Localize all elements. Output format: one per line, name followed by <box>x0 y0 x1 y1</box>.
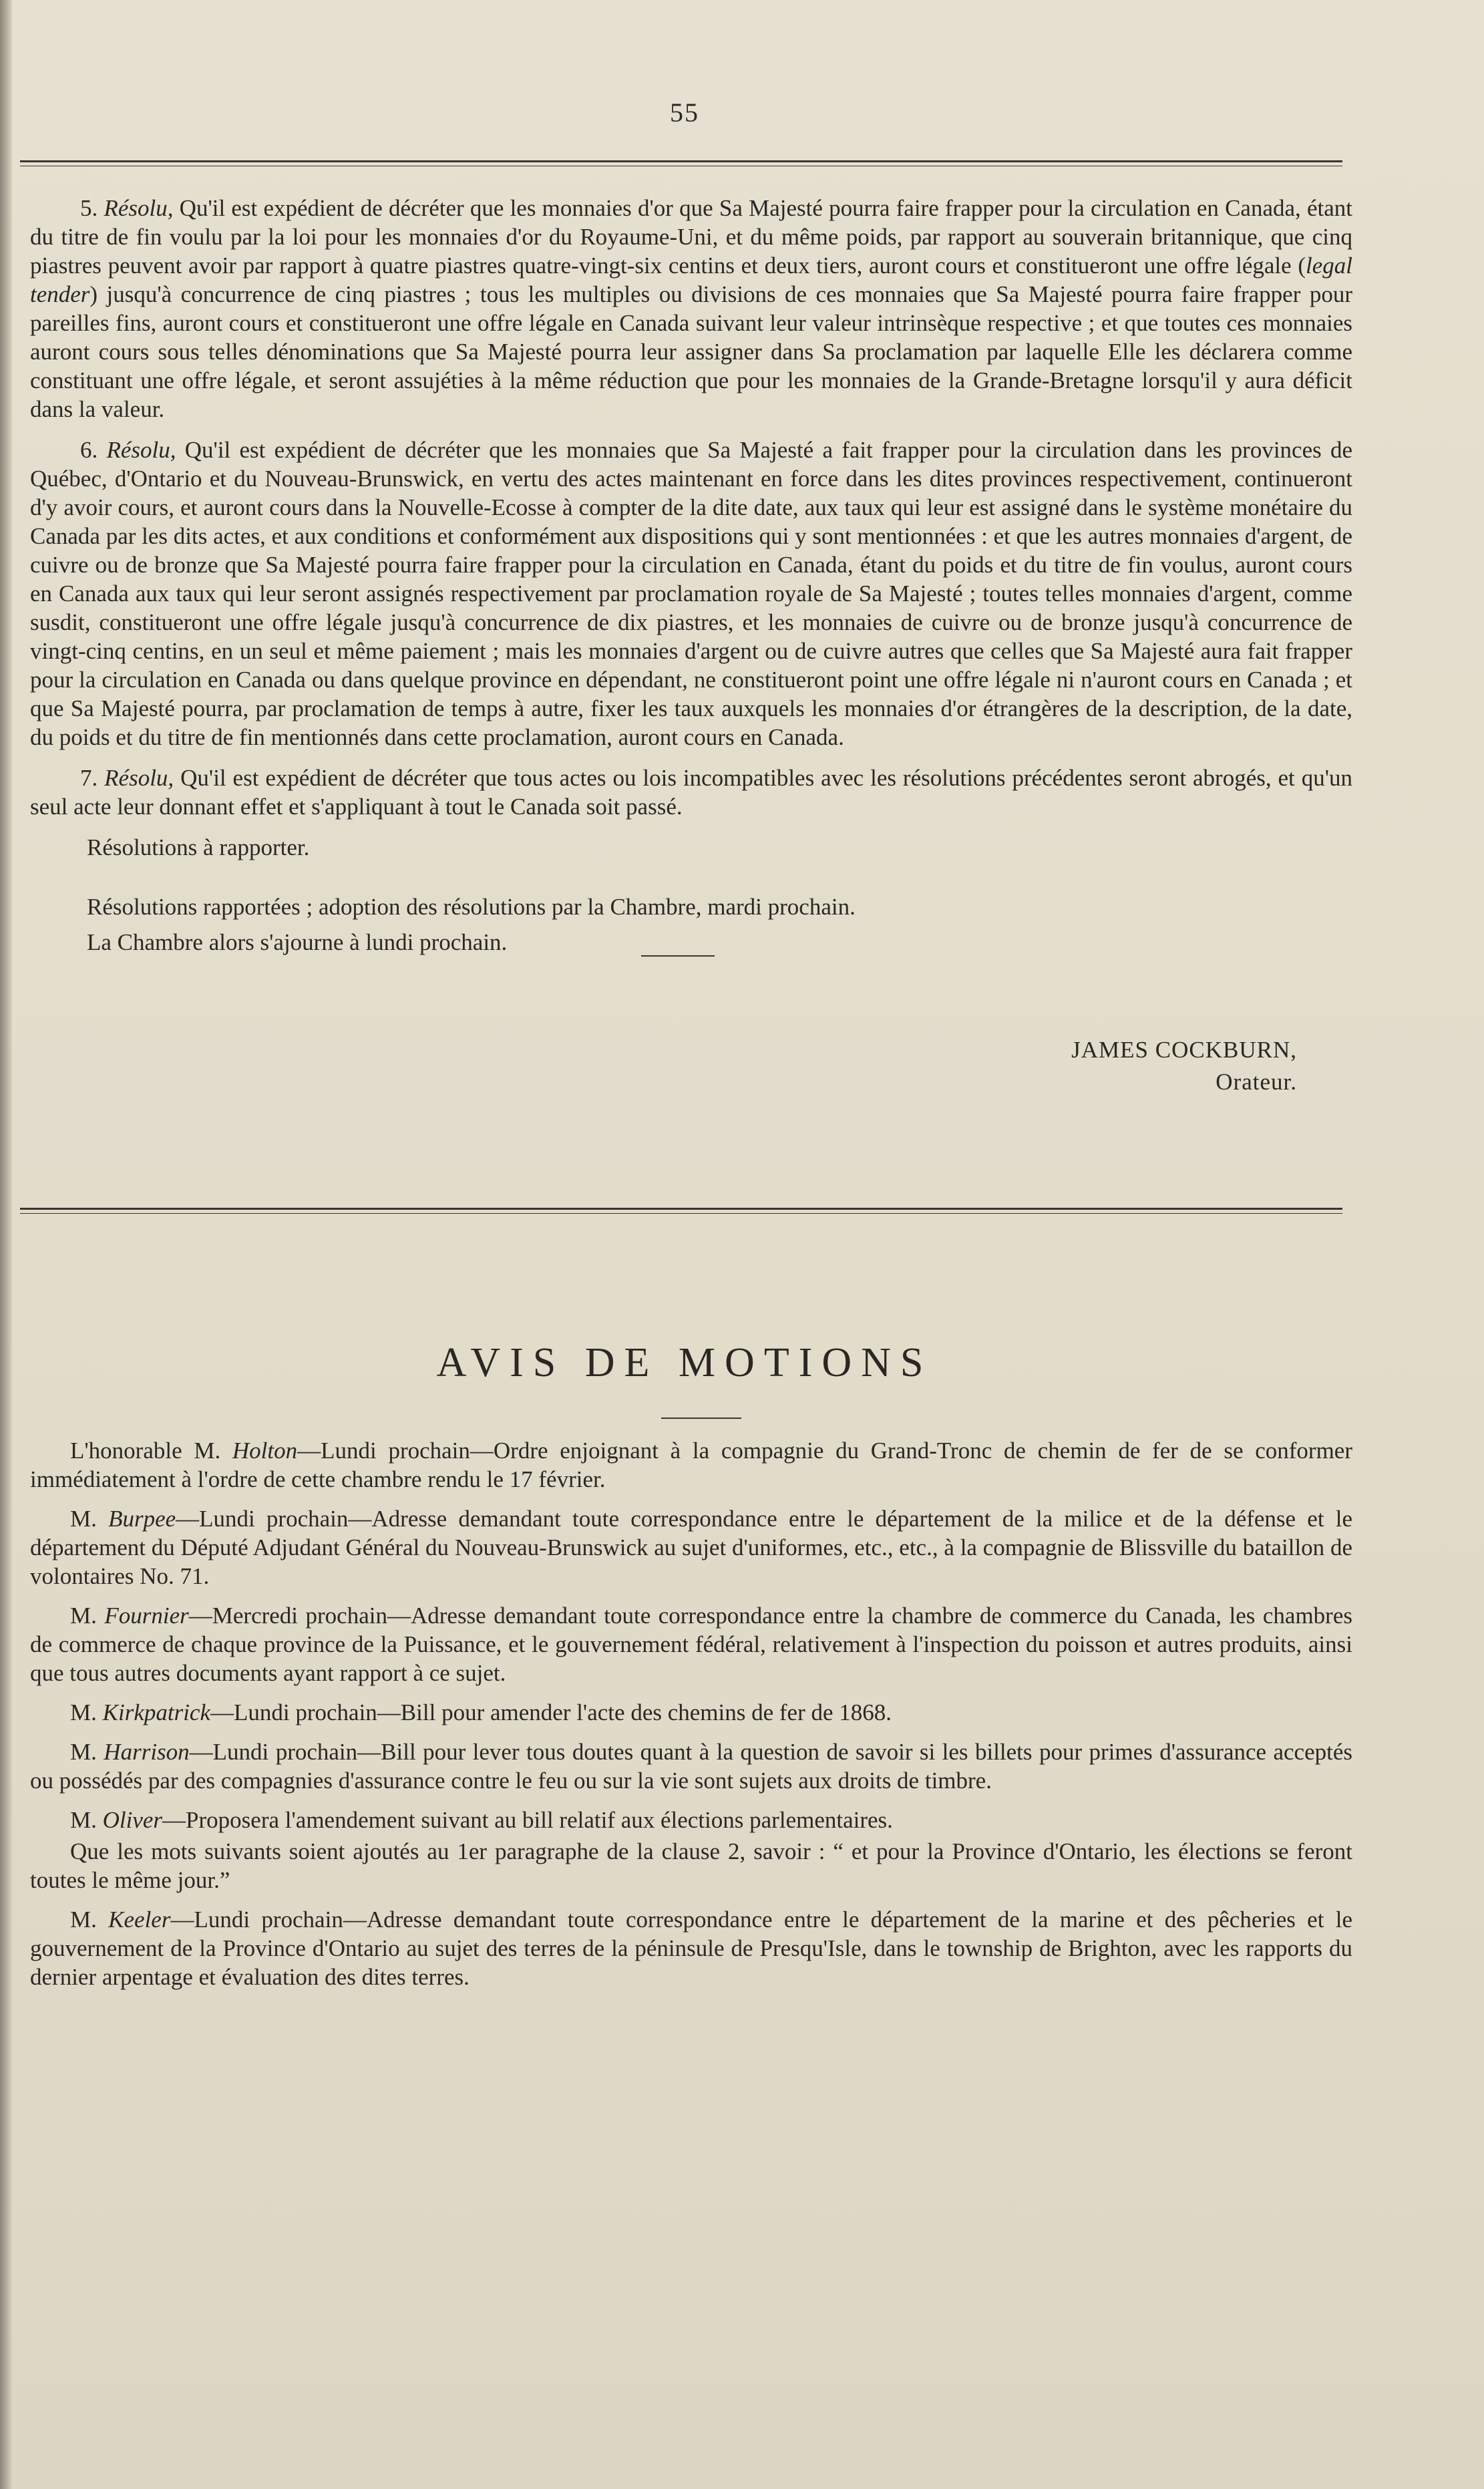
resolution-keyword: Résolu, <box>104 765 174 791</box>
motions-section <box>30 1436 1352 2002</box>
legal-tender-term: legal tender <box>30 253 1352 307</box>
resolution-text-continued: ) jusqu'à concurrence de cinq piastres ; tous les multiples ou divisions de ces monnaies que Sa Majesté pourra faire frapper pour pareilles fins, auront cours et constitueront une offre légale en Canada suivant leur valeur intrinsèque respective ; et que toutes ces monnaies auront cours sous telles dénominations que Sa Majesté pourra leur assigner dans Sa proclamation par laquelle Elle les déclarera comme constituant une offre légale, et seront assujéties à la même réduction que pour les monnaies de la Grande-Bretagne lorsqu'il y aura déficit dans la valeur. <box>30 281 1352 422</box>
resolutions-section <box>30 194 1352 963</box>
resolution-number: 7. <box>80 765 98 791</box>
member-name: Keeler <box>108 1906 171 1933</box>
resolution-7 <box>30 764 1352 821</box>
signature-block <box>1071 1034 1297 1098</box>
motion-item: Que les mots suivants soient ajoutés au 1er paragraphe de la clause 2, savoir : “ et pour la Province d'Ontario, les élections se feront toutes le même jour.” <box>30 1838 1352 1893</box>
page-number: 55 <box>670 98 699 128</box>
motion-item: M. Oliver—Proposera l'amendement suivant au bill relatif aux élections parlementaires. <box>70 1807 893 1833</box>
section-rule-thin <box>20 1213 1342 1214</box>
member-name: Fournier <box>104 1603 189 1629</box>
member-name: Burpee <box>108 1506 176 1532</box>
member-name: Harrison <box>104 1739 190 1765</box>
resolutions-to-report: Résolutions à rapporter. <box>87 834 310 860</box>
section-divider <box>641 955 715 957</box>
house-adjourns: La Chambre alors s'ajourne à lundi prochain. <box>87 929 508 955</box>
motions-heading: AVIS DE MOTIONS <box>436 1340 933 1385</box>
motion-item: M. Kirkpatrick—Lundi prochain—Bill pour amender l'acte des chemins de fer de 1868. <box>70 1699 892 1725</box>
binding-edge <box>0 0 12 2489</box>
resolution-text: Qu'il est expédient de décréter que les monnaies d'or que Sa Majesté pourra faire frapper pour la circulation en Canada, étant du titre de fin voulu par la loi pour les monnaies d'or du Royaume-Uni, et du même poids, par rapport au souverain britannique, que cinq piastres peuvent avoir par rapport à quatre piastres quatre-vingt-six centins et deux tiers, auront cours et constitueront une offre légale ( <box>30 195 1352 279</box>
heading-underline <box>661 1418 741 1419</box>
motion-item: M. Harrison—Lundi prochain—Bill pour lever tous doutes quant à la question de savoir si les billets pour primes d'assurance acceptés ou possédés par des compagnies d'assurance contre le feu ou sur la vie sont sujets aux droits de timbre. <box>30 1739 1352 1794</box>
resolution-6 <box>30 436 1352 752</box>
resolution-number: 6. <box>80 437 98 463</box>
resolution-text: Qu'il est expédient de décréter que les monnaies que Sa Majesté a fait frapper pour la circulation dans les provinces de Québec, d'Ontario et du Nouveau-Brunswick, en vertu des actes maintenant en force dans les dites provinces respectivement, continueront d'y avoir cours, et auront cours dans la Nouvelle-Ecosse à compter de la dite date, aux taux qui leur est assigné dans le système monétaire du Canada par les dits actes, et aux conditions et conformément aux dispositions qui y sont mentionnées : et que les autres monnaies d'argent, de cuivre ou de bronze que Sa Majesté pourra faire frapper pour la circulation en Canada, étant du poids et du titre de fin voulus, auront cours en Canada aux taux qui leur seront assignés respectivement par proclamation royale de Sa Majesté ; toutes telles monnaies d'argent, comme susdit, constitueront une offre légale jusqu'à concurrence de dix piastres, et les monnaies de cuivre ou de bronze jusqu'à concurrence de vingt-cinq centins, en un seul et même paiement ; mais les monnaies d'argent ou de cuivre autres que celles que Sa Majesté aura fait frapper pour la circulation en Canada ou dans quelque province en dépendant, ne constitueront point une offre légale ni n'auront cours en Canada ; et que Sa Majesté pourra, par proclamation de temps à autre, fixer les taux auxquels les monnaies d'or étrangères de la description, de la date, du poids et du titre de fin mentionnés dans cette proclamation, auront cours en Canada. <box>30 437 1353 750</box>
resolution-keyword: Résolu, <box>106 437 176 463</box>
resolution-keyword: Résolu, <box>104 195 174 221</box>
motion-item: M. Burpee—Lundi prochain—Adresse demandant toute correspondance entre le département de la milice et de la défense et le département du Député Adjudant Général du Nouveau-Brunswick au sujet d'uniformes, etc., etc., à la compagnie de Blissville du bataillon de volontaires No. 71. <box>30 1506 1352 1589</box>
resolution-number: 5. <box>80 195 98 221</box>
signatory-title: Orateur. <box>1216 1069 1297 1095</box>
signatory-name: JAMES COCKBURN, <box>1071 1037 1297 1063</box>
section-rule <box>20 1208 1342 1210</box>
motion-item: M. Fournier—Mercredi prochain—Adresse demandant toute correspondance entre la chambre de commerce du Canada, les chambres de commerce de chaque province de la Puissance, et le gouvernement fédéral, relativement à l'inspection du poisson et autres produits, ainsi que tous autres documents ayant rapport à ce sujet. <box>30 1603 1352 1686</box>
resolution-5 <box>30 194 1352 424</box>
motion-item: L'honorable M. Holton—Lundi prochain—Ordre enjoignant à la compagnie du Grand-Tronc de chemin de fer de se conformer immédiatement à l'ordre de cette chambre rendu le 17 février. <box>30 1438 1352 1492</box>
resolutions-reported: Résolutions rapportées ; adoption des résolutions par la Chambre, mardi prochain. <box>87 894 856 920</box>
member-name: Holton <box>232 1438 298 1464</box>
motion-item: M. Keeler—Lundi prochain—Adresse demandant toute correspondance entre le département de la marine et des pêcheries et le gouvernement de la Province d'Ontario au sujet des terres de la péninsule de Presqu'Isle, dans le township de Brighton, avec les rapports du dernier arpentage et évaluation des dites terres. <box>30 1906 1352 1990</box>
member-name: Kirkpatrick <box>102 1699 210 1725</box>
resolution-text: Qu'il est expédient de décréter que tous actes ou lois incompatibles avec les résolutions précédentes seront abrogés, et qu'un seul acte leur donnant effet et s'appliquant à tout le Canada soit passé. <box>30 765 1352 820</box>
member-name: Oliver <box>102 1807 163 1833</box>
header-rule <box>20 160 1342 162</box>
